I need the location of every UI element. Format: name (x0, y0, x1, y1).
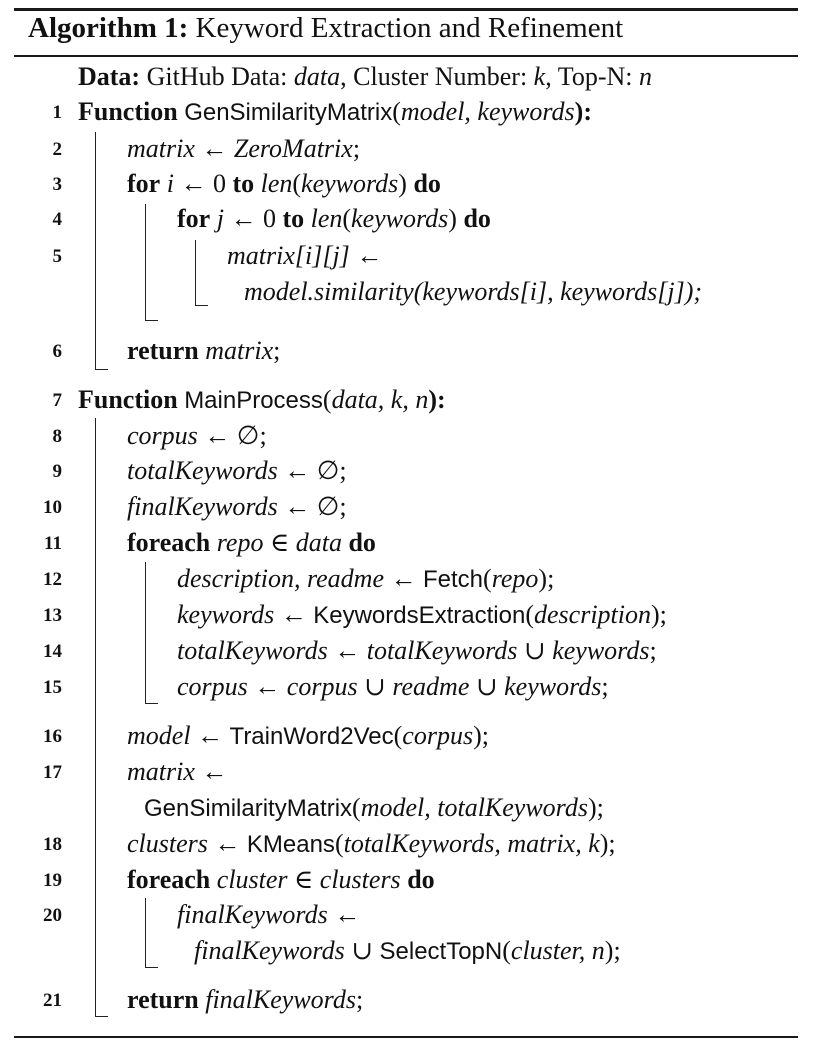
code-line-16: model ← TrainWord2Vec(corpus); (127, 721, 489, 750)
code-line-21: return finalKeywords; (127, 985, 364, 1014)
line-number: 10 (43, 497, 62, 518)
line-number: 13 (43, 605, 62, 626)
scope-tick-foreach-cluster (145, 967, 158, 968)
code-line-3: for i ← 0 to len(keywords) do (127, 169, 441, 198)
title-rule (14, 55, 798, 57)
code-line-17: matrix ← (127, 757, 228, 786)
code-line-15: corpus ← corpus ∪ readme ∪ keywords; (177, 672, 609, 701)
scope-bar-foreach-cluster (145, 898, 146, 968)
code-line-7: Function MainProcess(data, k, n): (78, 385, 446, 414)
code-line-18: clusters ← KMeans(totalKeywords, matrix, k); (127, 829, 616, 858)
function-name: MainProcess (184, 387, 323, 414)
scope-bar-for-i (145, 204, 146, 321)
line-number: 20 (43, 905, 62, 926)
line-number: 17 (43, 762, 62, 783)
data-text: GitHub Data: (146, 62, 294, 91)
line-number: 6 (52, 341, 62, 362)
scope-tick-foreach-repo (145, 703, 158, 704)
scope-tick-for-i (145, 320, 158, 321)
line-number: 5 (52, 246, 62, 267)
line-number: 9 (52, 461, 62, 482)
code-line-19: foreach cluster ∈ clusters do (127, 865, 435, 894)
code-line-20-cont: finalKeywords ∪ SelectTopN(cluster, n); (194, 936, 621, 965)
code-line-5-cont: model.similarity(keywords[i], keywords[j]); (244, 277, 703, 306)
code-line-9: totalKeywords ← ∅; (127, 456, 347, 485)
scope-tick-function-1 (95, 369, 108, 370)
line-number: 4 (52, 209, 62, 230)
code-line-14: totalKeywords ← totalKeywords ∪ keywords; (177, 636, 657, 665)
code-line-13: keywords ← KeywordsExtraction(description); (177, 600, 667, 629)
line-number: 14 (43, 641, 62, 662)
code-line-12: description, readme ← Fetch(repo); (177, 564, 555, 593)
top-rule (14, 8, 798, 11)
scope-bar-foreach-repo (145, 562, 146, 704)
data-label: Data: (78, 62, 141, 91)
code-line-4: for j ← 0 to len(keywords) do (177, 204, 491, 233)
line-number: 16 (43, 726, 62, 747)
scope-tick-for-j (195, 305, 208, 306)
line-number: 11 (44, 533, 62, 554)
line-number: 8 (52, 426, 62, 447)
line-number: 15 (43, 677, 62, 698)
code-line-17-cont: GenSimilarityMatrix(model, totalKeywords); (144, 793, 604, 822)
line-number: 12 (43, 569, 62, 590)
scope-bar-for-j (195, 240, 196, 306)
code-line-8: corpus ← ∅; (127, 421, 267, 450)
scope-tick-function-2 (95, 1016, 108, 1017)
algorithm-name: Keyword Extraction and Refinement (195, 12, 624, 44)
code-line-1: Function GenSimilarityMatrix(model, keywords): (78, 97, 592, 126)
code-line-20: finalKeywords ← (177, 900, 361, 929)
line-number: 7 (52, 390, 62, 411)
scope-bar-function-2 (95, 418, 96, 1017)
code-line-10: finalKeywords ← ∅; (127, 492, 347, 521)
line-number: 21 (43, 990, 62, 1011)
code-line-2: matrix ← ZeroMatrix; (127, 134, 361, 163)
code-line-6: return matrix; (127, 336, 281, 365)
function-name: GenSimilarityMatrix (184, 99, 393, 126)
line-number: 2 (52, 139, 62, 160)
line-number: 18 (43, 834, 62, 855)
code-line-5: matrix[i][j] ← (227, 241, 383, 270)
scope-bar-function-1 (95, 132, 96, 370)
algorithm-title (28, 12, 623, 45)
bottom-rule (14, 1036, 798, 1038)
line-number: 3 (52, 174, 62, 195)
line-number: 1 (52, 102, 62, 123)
algorithm-label: Algorithm 1: (28, 12, 189, 44)
code-line-11: foreach repo ∈ data do (127, 528, 376, 557)
data-line: Data: GitHub Data: data, Cluster Number: k, Top-N: n (78, 62, 652, 91)
line-number: 19 (43, 870, 62, 891)
